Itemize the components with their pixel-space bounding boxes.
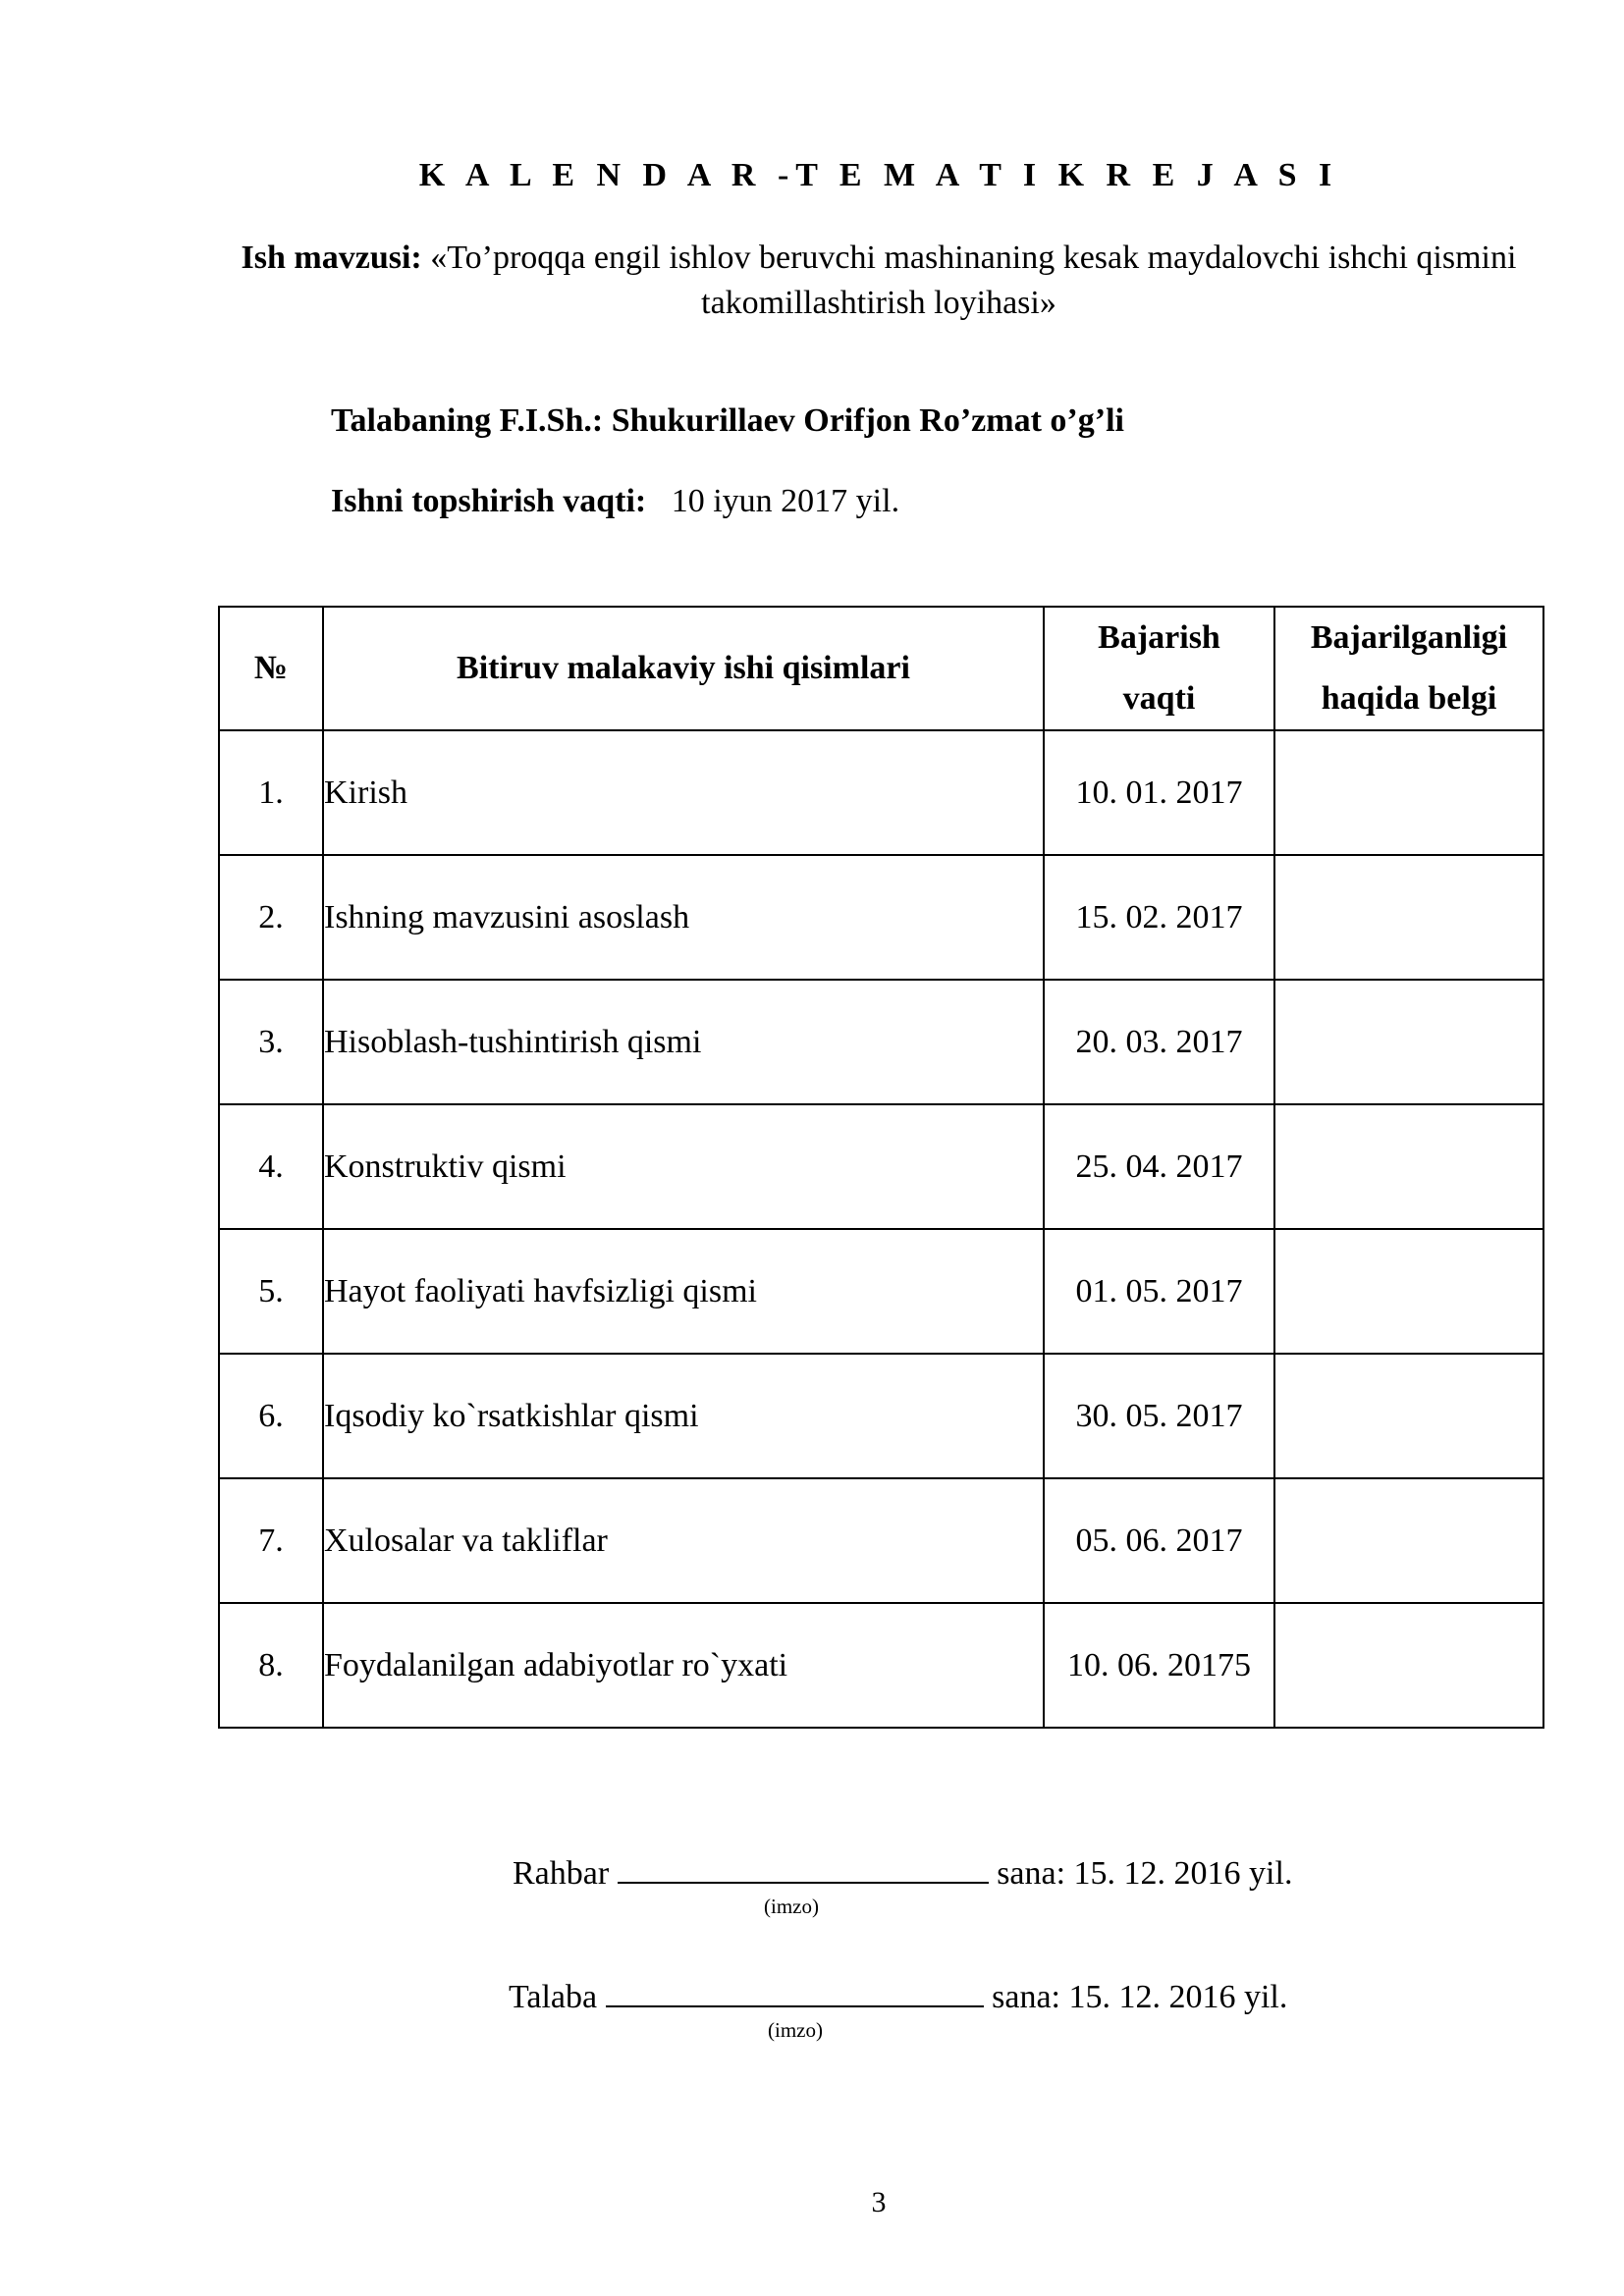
page-title: K A L E N D A R -T E M A T I K R E J A S I (418, 157, 1339, 193)
header-completion-mark (1274, 607, 1543, 730)
row-date: 10. 06. 20175 (1044, 1603, 1274, 1728)
row-number: 7. (219, 1478, 323, 1603)
table-row (219, 1229, 1543, 1354)
row-number: 3. (219, 980, 323, 1104)
supervisor-signature-field (618, 1862, 989, 1884)
table-row (219, 980, 1543, 1104)
row-number: 6. (219, 1354, 323, 1478)
row-number: 5. (219, 1229, 323, 1354)
supervisor-signature-line (513, 1855, 1292, 1893)
row-part: Hayot faoliyati havfsizligi qismi (323, 1229, 1044, 1354)
table-row (219, 1603, 1543, 1728)
row-mark (1274, 1603, 1543, 1728)
calendar-plan-table (218, 606, 1544, 1729)
header-number: № (219, 607, 323, 730)
row-part: Xulosalar va takliflar (323, 1478, 1044, 1603)
row-part: Ishning mavzusini asoslash (323, 855, 1044, 980)
row-mark (1274, 730, 1543, 855)
student-signature-line (509, 1979, 1287, 2016)
topic-label: Ish mavzusi: (241, 240, 422, 276)
row-part: Konstruktiv qismi (323, 1104, 1044, 1229)
student-date: sana: 15. 12. 2016 yil. (992, 1979, 1288, 2015)
row-date: 01. 05. 2017 (1044, 1229, 1274, 1354)
supervisor-signature-caption: (imzo) (764, 1895, 819, 1918)
header-due-date (1044, 607, 1274, 730)
table-row (219, 1354, 1543, 1478)
header-due-line1: Bajarish (1098, 619, 1220, 656)
deadline-value: 10 iyun 2017 yil. (671, 483, 900, 519)
header-mark-line2: haqida belgi (1321, 680, 1497, 717)
row-part: Kirish (323, 730, 1044, 855)
header-part: Bitiruv malakaviy ishi qisimlari (323, 607, 1044, 730)
row-part: Iqsodiy ko`rsatkishlar qismi (323, 1354, 1044, 1478)
row-mark (1274, 1104, 1543, 1229)
row-part: Hisoblash-tushintirish qismi (323, 980, 1044, 1104)
row-mark (1274, 1478, 1543, 1603)
student-signature-caption: (imzo) (768, 2018, 823, 2042)
table-row (219, 1104, 1543, 1229)
deadline-line (331, 483, 899, 520)
header-mark-line1: Bajarilganligi (1310, 619, 1508, 656)
topic-text: «To’proqqa engil ishlov beruvchi mashinaning kesak maydalovchi ishchi qismini takomillashtirish loyihasi» (430, 240, 1517, 321)
supervisor-date: sana: 15. 12. 2016 yil. (997, 1855, 1293, 1892)
table-row (219, 855, 1543, 980)
row-date: 10. 01. 2017 (1044, 730, 1274, 855)
page-number: 3 (871, 2186, 887, 2218)
table-row (219, 1478, 1543, 1603)
table-row (219, 730, 1543, 855)
row-date: 05. 06. 2017 (1044, 1478, 1274, 1603)
student-signature-field (606, 1986, 984, 2007)
row-number: 8. (219, 1603, 323, 1728)
deadline-label: Ishni topshirish vaqti: (331, 483, 647, 519)
row-date: 25. 04. 2017 (1044, 1104, 1274, 1229)
row-mark (1274, 855, 1543, 980)
supervisor-label: Rahbar (513, 1855, 610, 1892)
row-date: 15. 02. 2017 (1044, 855, 1274, 980)
student-label: Talabaning F.I.Sh.: (331, 402, 604, 439)
row-mark (1274, 1354, 1543, 1478)
row-date: 20. 03. 2017 (1044, 980, 1274, 1104)
header-due-line2: vaqti (1122, 680, 1196, 717)
student-name: Shukurillaev Orifjon Ro’zmat o’g’li (611, 402, 1124, 439)
row-number: 2. (219, 855, 323, 980)
row-number: 1. (219, 730, 323, 855)
row-number: 4. (219, 1104, 323, 1229)
row-date: 30. 05. 2017 (1044, 1354, 1274, 1478)
student-line (331, 402, 1124, 440)
row-mark (1274, 980, 1543, 1104)
row-mark (1274, 1229, 1543, 1354)
work-topic (226, 236, 1532, 326)
row-part: Foydalanilgan adabiyotlar ro`yxati (323, 1603, 1044, 1728)
student-signature-label: Talaba (509, 1979, 598, 2015)
table-header-row (219, 607, 1543, 730)
